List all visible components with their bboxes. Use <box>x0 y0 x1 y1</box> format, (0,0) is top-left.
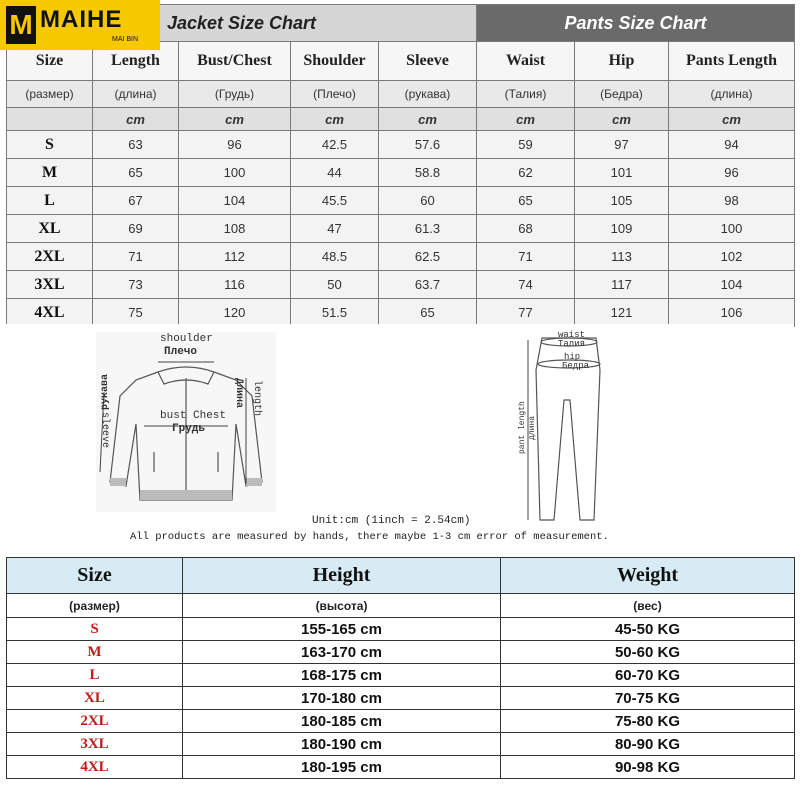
body-cell-weight: 90-98 KG <box>501 756 795 779</box>
cell-sleeve: 62.5 <box>379 243 477 271</box>
cell-length: 65 <box>93 159 179 187</box>
cell-shoulder: 51.5 <box>291 299 379 327</box>
bust-ru-label: Грудь <box>172 423 206 435</box>
table-row <box>7 159 795 187</box>
cell-shoulder: 48.5 <box>291 243 379 271</box>
body-cell-height: 180-195 cm <box>183 756 501 779</box>
unit-cell: cm <box>669 108 795 131</box>
cell-hip: 117 <box>575 271 669 299</box>
table-row <box>7 756 795 779</box>
cell-bust: 104 <box>179 187 291 215</box>
cell-waist: 71 <box>477 243 575 271</box>
table-row <box>7 271 795 299</box>
body-cell-size: XL <box>7 687 183 710</box>
jacket-icon <box>96 332 276 512</box>
cell-waist: 62 <box>477 159 575 187</box>
col-size: Size <box>7 42 93 81</box>
cell-bust: 100 <box>179 159 291 187</box>
cell-length: 69 <box>93 215 179 243</box>
pants-chart-title: Pants Size Chart <box>477 5 795 42</box>
col-pants-length: Pants Length <box>669 42 795 81</box>
unit-cell: cm <box>291 108 379 131</box>
table-row <box>7 710 795 733</box>
body-col-height: Height <box>183 558 501 594</box>
cell-waist: 74 <box>477 271 575 299</box>
unit-cell <box>7 108 93 131</box>
cell-sleeve: 57.6 <box>379 131 477 159</box>
cell-length: 67 <box>93 187 179 215</box>
col-hip: Hip <box>575 42 669 81</box>
col-pants-length-ru: (длина) <box>669 81 795 108</box>
cell-size: 4XL <box>7 299 93 327</box>
col-sleeve: Sleeve <box>379 42 477 81</box>
cell-bust: 96 <box>179 131 291 159</box>
height-weight-table <box>6 557 795 779</box>
cell-waist: 77 <box>477 299 575 327</box>
cell-shoulder: 50 <box>291 271 379 299</box>
cell-pants: 96 <box>669 159 795 187</box>
body-cell-size: S <box>7 618 183 641</box>
jacket-chart-title: Jacket Size Chart <box>7 5 477 42</box>
shoulder-ru-label: Плечо <box>164 346 198 358</box>
body-cell-weight: 75-80 KG <box>501 710 795 733</box>
table-row <box>7 243 795 271</box>
col-bust: Bust/Chest <box>179 42 291 81</box>
cell-pants: 102 <box>669 243 795 271</box>
body-col-height-ru: (высота) <box>183 594 501 618</box>
body-cell-weight: 45-50 KG <box>501 618 795 641</box>
length-label: length <box>251 380 262 417</box>
cell-size: L <box>7 187 93 215</box>
body-col-size-ru: (размер) <box>7 594 183 618</box>
cell-hip: 121 <box>575 299 669 327</box>
col-sleeve-ru: (рукава) <box>379 81 477 108</box>
cell-length: 75 <box>93 299 179 327</box>
cell-pants: 100 <box>669 215 795 243</box>
unit-cell: cm <box>379 108 477 131</box>
cell-shoulder: 47 <box>291 215 379 243</box>
col-length-ru: (длина) <box>93 81 179 108</box>
unit-note: Unit:cm (1inch = 2.54cm) <box>312 515 471 527</box>
cell-shoulder: 42.5 <box>291 131 379 159</box>
unit-cell: cm <box>93 108 179 131</box>
cell-size: S <box>7 131 93 159</box>
body-cell-size: 3XL <box>7 733 183 756</box>
measurement-note: All products are measured by hands, there maybe 1-3 cm error of measurement. <box>130 531 609 543</box>
waist-ru-label: Талия <box>558 339 586 349</box>
col-bust-ru: (Грудь) <box>179 81 291 108</box>
cell-shoulder: 44 <box>291 159 379 187</box>
cell-sleeve: 63.7 <box>379 271 477 299</box>
cell-size: 2XL <box>7 243 93 271</box>
brand-mark: M <box>6 6 36 44</box>
body-cell-weight: 70-75 KG <box>501 687 795 710</box>
table-row <box>7 215 795 243</box>
cell-pants: 106 <box>669 299 795 327</box>
cell-size: 3XL <box>7 271 93 299</box>
unit-cell: cm <box>477 108 575 131</box>
sleeve-ru-label: рукава <box>100 373 111 410</box>
russian-header-row <box>7 81 795 108</box>
cell-length: 71 <box>93 243 179 271</box>
unit-row <box>7 108 795 131</box>
body-cell-size: L <box>7 664 183 687</box>
cell-sleeve: 61.3 <box>379 215 477 243</box>
table-row <box>7 299 795 327</box>
jacket-pants-size-table <box>6 4 795 327</box>
body-cell-height: 168-175 cm <box>183 664 501 687</box>
cell-bust: 116 <box>179 271 291 299</box>
pant-length-ru-label: длина <box>528 415 537 440</box>
col-waist: Waist <box>477 42 575 81</box>
bust-label: bust Chest <box>160 410 227 422</box>
brand-logo <box>0 0 160 50</box>
cell-length: 73 <box>93 271 179 299</box>
cell-sleeve: 60 <box>379 187 477 215</box>
unit-cell: cm <box>179 108 291 131</box>
col-size-ru: (размер) <box>7 81 93 108</box>
waist-label: waist <box>558 330 586 340</box>
body-cell-weight: 60-70 KG <box>501 664 795 687</box>
brand-name: MAIHE <box>40 6 123 33</box>
cell-sleeve: 58.8 <box>379 159 477 187</box>
brand-sub: MAI BIN <box>112 36 139 43</box>
cell-bust: 120 <box>179 299 291 327</box>
col-waist-ru: (Талия) <box>477 81 575 108</box>
body-col-weight: Weight <box>501 558 795 594</box>
col-shoulder-ru: (Плечо) <box>291 81 379 108</box>
body-cell-size: M <box>7 641 183 664</box>
body-cell-height: 155-165 cm <box>183 618 501 641</box>
body-cell-height: 170-180 cm <box>183 687 501 710</box>
body-cell-weight: 80-90 KG <box>501 733 795 756</box>
cell-size: M <box>7 159 93 187</box>
col-length: Length <box>93 42 179 81</box>
cell-shoulder: 45.5 <box>291 187 379 215</box>
body-header-row <box>7 558 795 594</box>
sleeve-label: sleeve <box>99 412 110 449</box>
cell-pants: 104 <box>669 271 795 299</box>
cell-bust: 112 <box>179 243 291 271</box>
body-size-rows <box>7 618 795 779</box>
cell-sleeve: 65 <box>379 299 477 327</box>
unit-cell: cm <box>575 108 669 131</box>
measurement-diagram <box>6 324 794 552</box>
table-row <box>7 131 795 159</box>
cell-hip: 109 <box>575 215 669 243</box>
body-cell-height: 180-185 cm <box>183 710 501 733</box>
col-hip-ru: (Бедра) <box>575 81 669 108</box>
cell-pants: 98 <box>669 187 795 215</box>
cell-hip: 97 <box>575 131 669 159</box>
table-row <box>7 664 795 687</box>
cell-waist: 59 <box>477 131 575 159</box>
table-row <box>7 733 795 756</box>
col-shoulder: Shoulder <box>291 42 379 81</box>
body-cell-size: 2XL <box>7 710 183 733</box>
body-cell-height: 163-170 cm <box>183 641 501 664</box>
body-cell-height: 180-190 cm <box>183 733 501 756</box>
cell-pants: 94 <box>669 131 795 159</box>
table-row <box>7 187 795 215</box>
body-col-weight-ru: (вес) <box>501 594 795 618</box>
table-row <box>7 641 795 664</box>
cell-bust: 108 <box>179 215 291 243</box>
hip-ru-label: Бедра <box>562 361 590 371</box>
body-russian-row <box>7 594 795 618</box>
body-cell-weight: 50-60 KG <box>501 641 795 664</box>
hip-label: hip <box>564 352 581 362</box>
cell-hip: 105 <box>575 187 669 215</box>
body-col-size: Size <box>7 558 183 594</box>
cell-hip: 113 <box>575 243 669 271</box>
body-cell-size: 4XL <box>7 756 183 779</box>
size-rows <box>7 131 795 327</box>
cell-length: 63 <box>93 131 179 159</box>
table-row <box>7 618 795 641</box>
cell-waist: 65 <box>477 187 575 215</box>
cell-size: XL <box>7 215 93 243</box>
table-row <box>7 687 795 710</box>
pant-length-label: pant length <box>518 401 527 454</box>
shoulder-label: shoulder <box>160 333 213 345</box>
cell-waist: 68 <box>477 215 575 243</box>
cell-hip: 101 <box>575 159 669 187</box>
length-ru-label: Длина <box>233 378 244 409</box>
